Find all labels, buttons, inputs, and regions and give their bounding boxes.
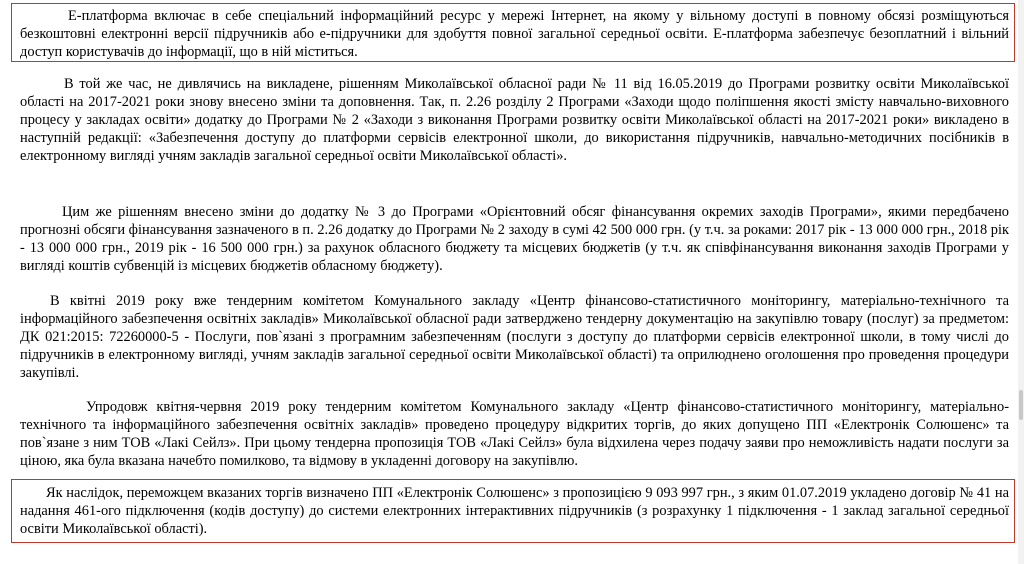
scrollbar-thumb[interactable] <box>1019 390 1023 420</box>
paragraph-program-amendments: В той же час, не дивлячись на викладене, рішенням Миколаївської обласної ради № 11 від 16.05.2019 до Програми розвитку освіти Миколаївської області на 2017-2021 роки знову внесено зміни та доповнення. Так, п. 2.26 розділу 2 Програми «Заходи щодо поліпшення якості змісту навчально-виховного процесу у закладах освіти» додатку до Програми № 2 «Заходи з виконання Програми розвитку освіти Миколаївської області на 2017-2021 роки» викладено в наступній редакції: «Забезпечення доступу до платформи сервісів електронної школи, до використання підручників, навчально-методичних посібників в електронному вигляді учням закладів загальної середньої освіти Миколаївської області». <box>20 76 1009 164</box>
paragraph-e-platform: Е-платформа включає в себе спеціальний інформаційний ресурс у мережі Інтернет, на якому у вільному доступі в повному обсязі розміщуються безкоштовні електронні версії підручників або е-підручники для здобуття повної загальної середньої освіти. Е-платформа забезпечує безоплатний і вільний доступ користувачів до інформації, що в ній міститься. <box>20 8 1009 60</box>
paragraph-tender-winner: Як наслідок, переможцем вказаних торгів визначено ПП «Електронік Солюшенс» з пропозицією 9 093 997 грн., з яким 01.07.2019 укладено договір № 41 на надання 461-ого підключення (кодів доступу) до системи електронних інтерактивних підручників (з розрахунку 1 підключення - 1 заклад загальної середньої освіти Миколаївської області). <box>20 485 1009 537</box>
paragraph-tender-procedure: Упродовж квітня-червня 2019 року тендерним комітетом Комунального закладу «Центр фінансово-статистичного моніторингу, матеріально-технічного та інформаційного забезпечення освітніх закладів» проведено процедуру відкритих торгів, до яких допущено ПП «Електронік Солюшенс» та пов`язане з ним ТОВ «Лакі Сейлз». При цьому тендерна пропозиція ТОВ «Лакі Сейлз» була відхилена через подачу заяви про неможливість надати послуги за ціною, яка була вказана начебто помилково, та відмову в укладенні договору на закупівлю. <box>20 399 1009 469</box>
paragraph-tender-documentation: В квітні 2019 року вже тендерним комітетом Комунального закладу «Центр фінансово-статистичного моніторингу, матеріально-технічного та інформаційного забезпечення освітніх закладів» Миколаївської обласної ради затверджено тендерну документацію на закупівлю товару (послуг) за предметом: ДК 021:2015: 72260000-5 - Послуги, пов`язані з програмним забезпеченням (послуги з доступу до платформи сервісів електронної школи, в тому числі до підручників в електронному вигляді, учням закладів загальної середньої освіти Миколаївської області) та оприлюднено оголошення про проведення процедури закупівлі. <box>20 293 1009 381</box>
vertical-scrollbar[interactable] <box>1018 0 1024 564</box>
paragraph-financing: Цим же рішенням внесено зміни до додатку № 3 до Програми «Орієнтовний обсяг фінансування окремих заходів Програми», якими передбачено прогнозні обсяги фінансування зазначеного в п. 2.26 додатку до Програми № 2 заходу в сумі 42 500 000 грн. (у т.ч. за роками: 2017 рік - 13 000 000 грн., 2018 рік - 13 000 000 грн., 2019 рік - 16 500 000 грн.) за рахунок обласного бюджету та місцевих бюджетів (у т.ч. як співфінансування виконання заходів Програми у вигляді коштів субвенцій із місцевих бюджетів обласному бюджету). <box>20 204 1009 274</box>
